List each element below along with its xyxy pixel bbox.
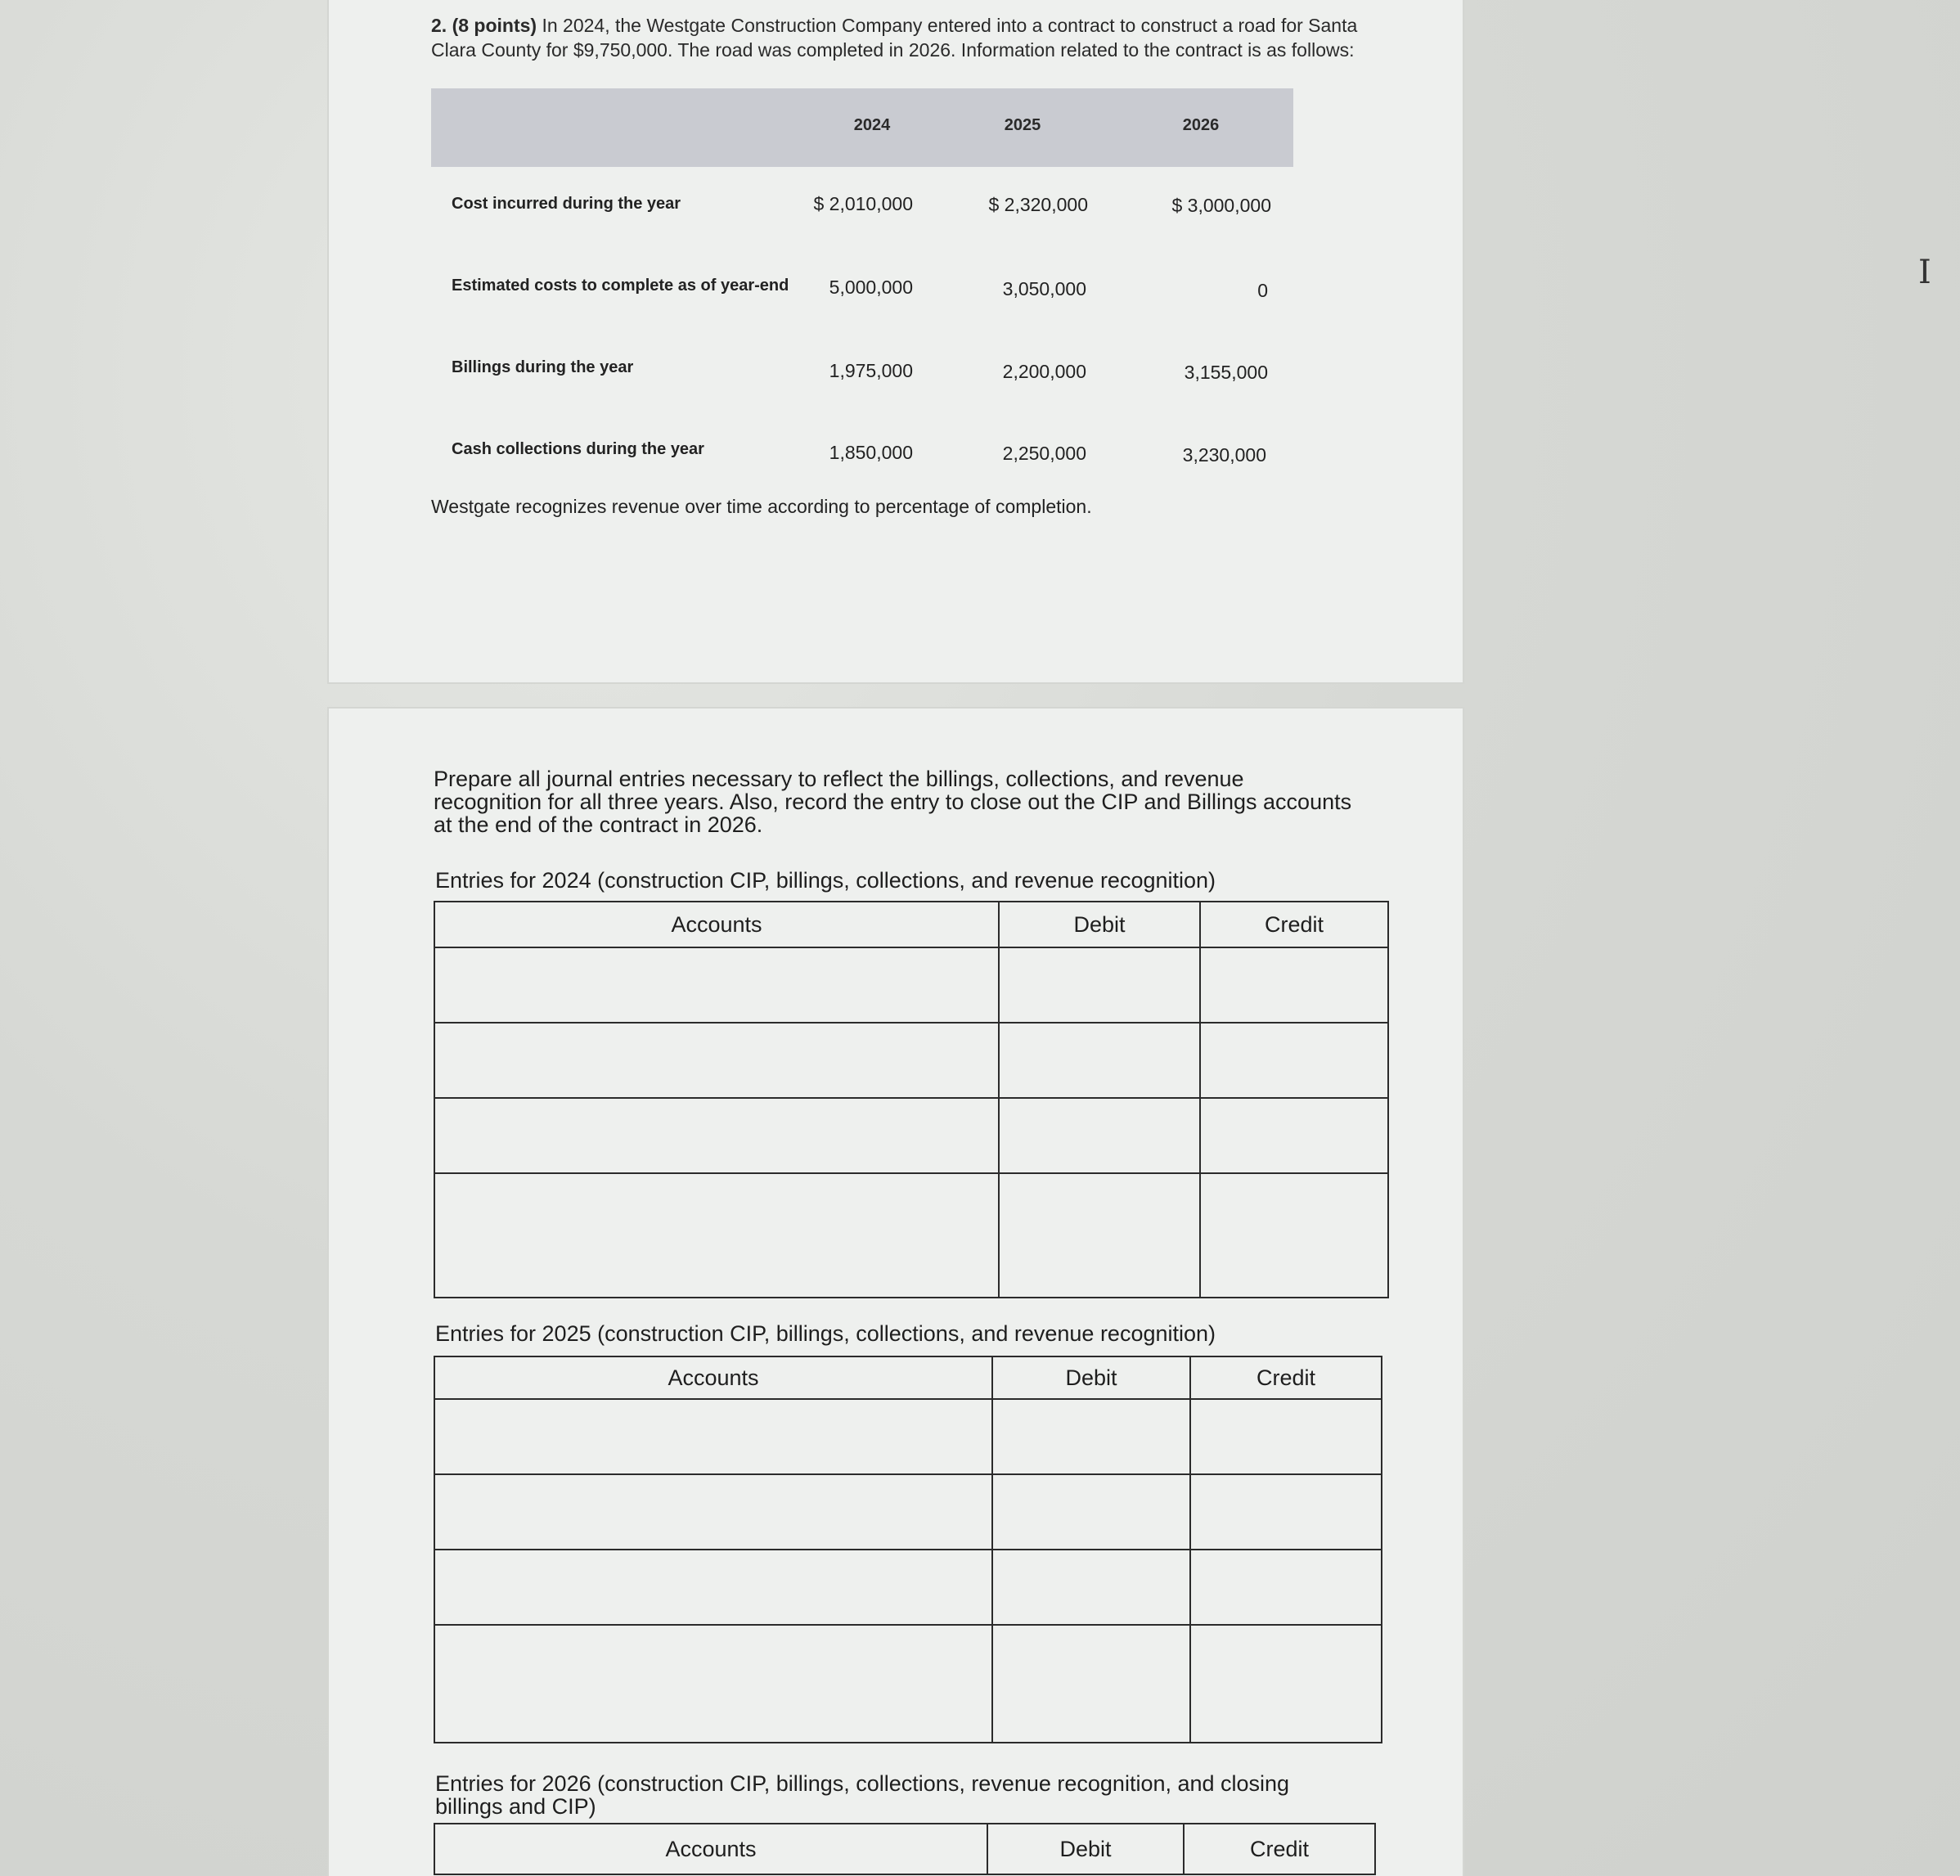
cell-billings-2025: 2,200,000 [1002,361,1086,382]
credit-cell[interactable] [1190,1550,1382,1625]
table-row [434,1625,1382,1743]
table-row [434,1550,1382,1625]
account-cell[interactable] [434,1625,992,1743]
question-number: 2. [431,15,447,36]
row-label-collections: Cash collections during the year [452,440,704,458]
cell-collections-2025: 2,250,000 [1002,443,1086,464]
table-row [434,1098,1388,1173]
cell-cost-2026: $ 3,000,000 [1171,195,1271,216]
account-cell[interactable] [434,1399,992,1474]
credit-cell[interactable] [1190,1625,1382,1743]
revenue-note: Westgate recognizes revenue over time according to percentage of completion. [431,496,1092,517]
year-header-2026: 2026 [1182,116,1220,134]
debit-cell[interactable] [999,1098,1200,1173]
year-header-2024: 2024 [853,116,891,134]
credit-cell[interactable] [1190,1474,1382,1550]
credit-header: Credit [1184,1824,1375,1874]
cell-billings-2026: 3,155,000 [1184,362,1268,383]
debit-header: Debit [987,1824,1184,1874]
text-cursor-icon: I [1918,254,1931,291]
debit-cell[interactable] [992,1474,1190,1550]
question-points: (8 points) [452,15,537,36]
entries-2026-label: Entries for 2026 (construction CIP, billings, collections, revenue recognition, and closing billings and CIP) [435,1771,1290,1819]
table-row [434,1023,1388,1098]
accounts-header: Accounts [434,902,999,947]
instructions-text: Prepare all journal entries necessary to reflect the billings, collections, and revenue recognition for all three years. Also, record the entry to close out the CIP and Billings accounts at the end of the contract in 2026. [434,767,1352,837]
row-label-cost: Cost incurred during the year [452,195,681,213]
cell-cost-2025: $ 2,320,000 [988,194,1088,215]
table-row [434,1399,1382,1474]
cell-estimated-2026: 0 [1257,280,1268,301]
debit-header: Debit [992,1356,1190,1399]
credit-cell[interactable] [1200,1173,1388,1298]
entries-2025-label: Entries for 2025 (construction CIP, billings, collections, and revenue recognition) [435,1321,1216,1346]
account-cell[interactable] [434,947,999,1023]
row-label-estimated: Estimated costs to complete as of year-end [452,277,789,295]
table-row [434,1173,1388,1298]
cell-collections-2026: 3,230,000 [1182,444,1266,466]
credit-cell[interactable] [1200,1098,1388,1173]
credit-header: Credit [1200,902,1388,947]
accounts-header: Accounts [434,1824,987,1874]
accounts-header: Accounts [434,1356,992,1399]
question-text [431,13,1396,62]
entries-2024-label: Entries for 2024 (construction CIP, billings, collections, and revenue recognition) [435,868,1216,893]
debit-cell[interactable] [999,1173,1200,1298]
credit-cell[interactable] [1190,1399,1382,1474]
credit-header: Credit [1190,1356,1382,1399]
account-cell[interactable] [434,1173,999,1298]
credit-cell[interactable] [1200,1023,1388,1098]
account-cell[interactable] [434,1550,992,1625]
account-cell[interactable] [434,1023,999,1098]
journal-table-2024 [434,901,1389,1298]
debit-cell[interactable] [992,1399,1190,1474]
debit-header: Debit [999,902,1200,947]
journal-table-2026 [434,1823,1376,1875]
cell-cost-2024: $ 2,010,000 [813,193,913,214]
table-row [434,1474,1382,1550]
question-body: In 2024, the Westgate Construction Company entered into a contract to construct a road for Santa Clara County for $9,750,000. The road was completed in 2026. Information related to the contract is as follows: [431,15,1358,61]
account-cell[interactable] [434,1474,992,1550]
cell-estimated-2024: 5,000,000 [829,277,913,298]
cell-collections-2024: 1,850,000 [829,442,913,463]
year-header-2025: 2025 [1004,116,1041,134]
debit-cell[interactable] [999,947,1200,1023]
credit-cell[interactable] [1200,947,1388,1023]
debit-cell[interactable] [992,1550,1190,1625]
debit-cell[interactable] [992,1625,1190,1743]
journal-table-2025 [434,1356,1382,1743]
row-label-billings: Billings during the year [452,358,634,376]
account-cell[interactable] [434,1098,999,1173]
debit-cell[interactable] [999,1023,1200,1098]
cell-billings-2024: 1,975,000 [829,360,913,381]
cell-estimated-2025: 3,050,000 [1002,278,1086,299]
table-row [434,947,1388,1023]
